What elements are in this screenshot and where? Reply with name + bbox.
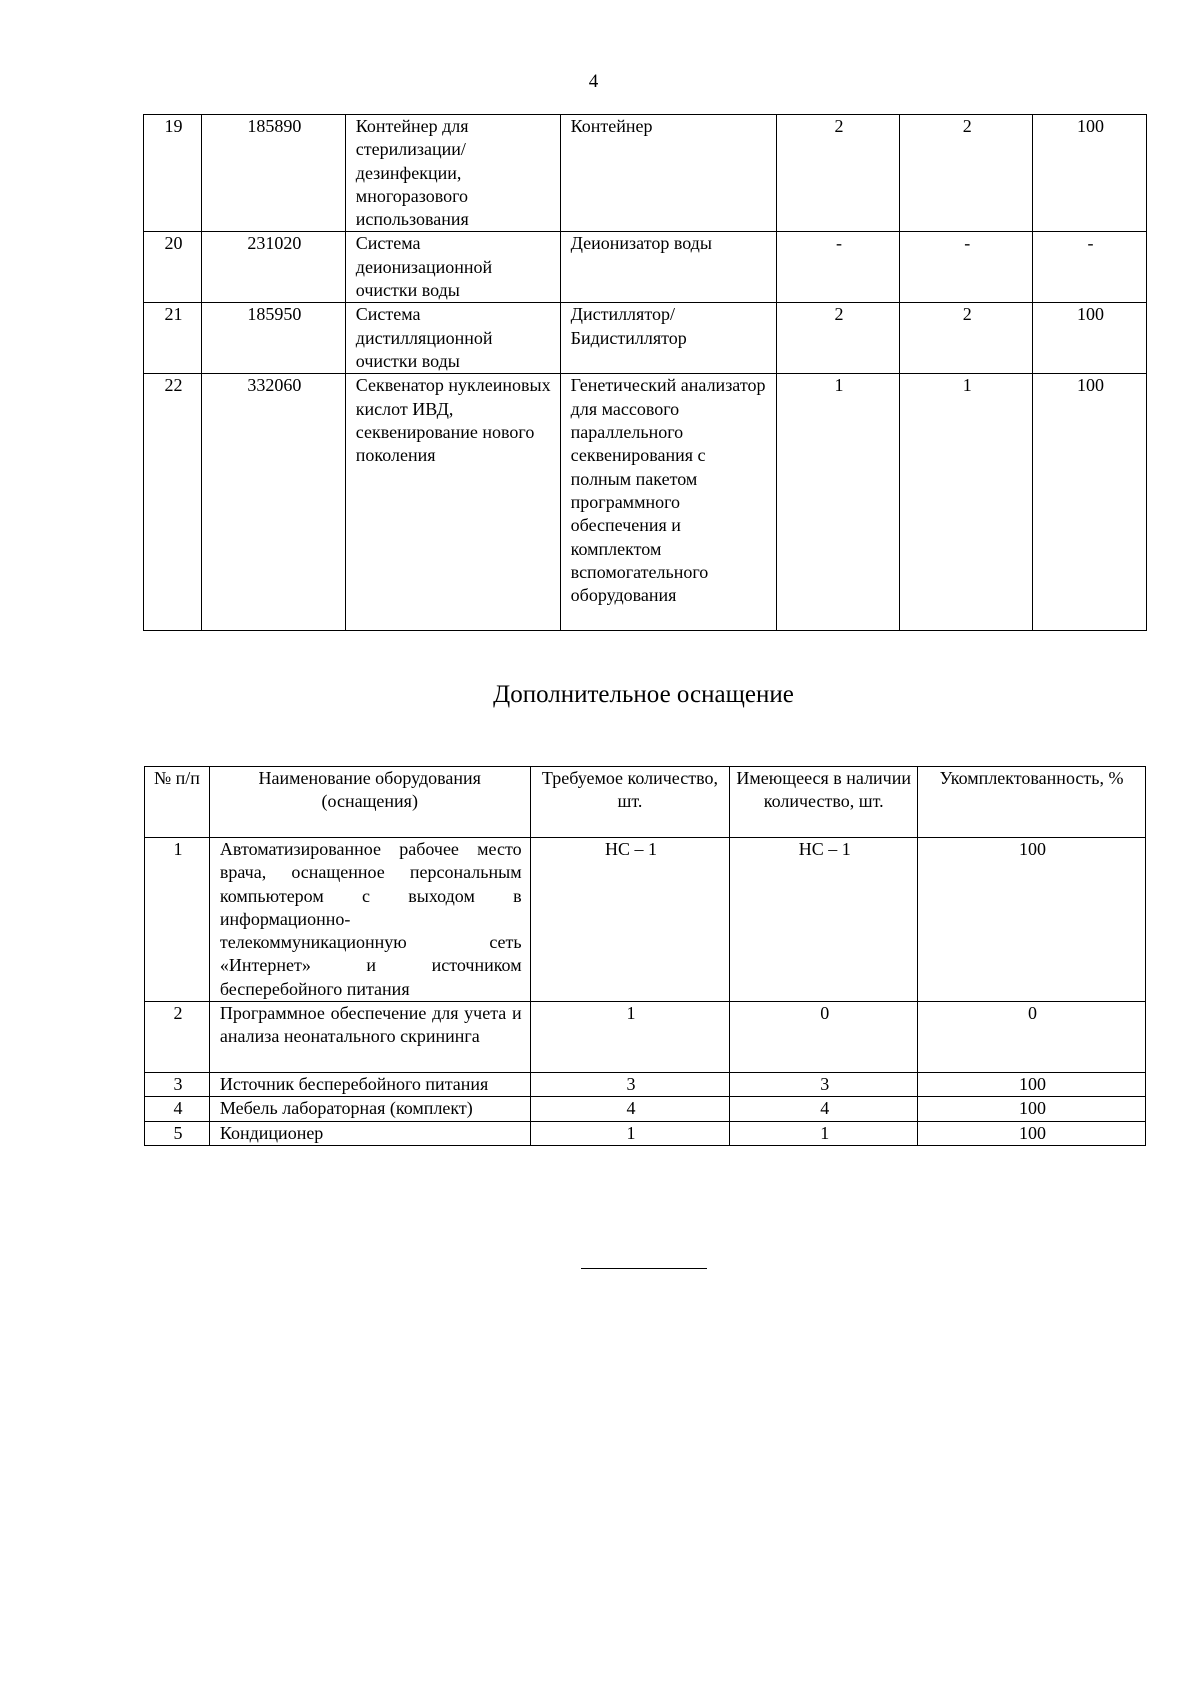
table-row <box>144 115 1147 232</box>
row-number: 22 <box>144 374 202 631</box>
available-qty: 2 <box>900 115 1033 232</box>
table-row <box>144 232 1147 303</box>
item-name: Контейнер для стерилизации/ дезинфекции, многоразового использования <box>345 115 560 232</box>
item-name: Система дистилляционной очистки воды <box>345 303 560 374</box>
table-row <box>145 1073 1146 1097</box>
equipment-name: Генетический анализатор для массового параллельного секвенирования с полным пакетом программного обеспечения и комплектом вспомогательного оборудования <box>560 374 776 631</box>
completeness-percent: 100 <box>1033 115 1147 232</box>
equipment-name: Контейнер <box>560 115 776 232</box>
equipment-name: Деионизатор воды <box>560 232 776 303</box>
table-row <box>145 1002 1146 1073</box>
completeness-percent: 100 <box>918 1097 1146 1121</box>
catalog-code: 332060 <box>201 374 345 631</box>
header-equipment-name: Наименование оборудования (оснащения) <box>209 767 530 838</box>
required-qty: 1 <box>776 374 900 631</box>
available-qty: НС – 1 <box>730 838 918 1002</box>
catalog-code: 231020 <box>201 232 345 303</box>
completeness-percent: 0 <box>918 1002 1146 1073</box>
row-number: 21 <box>144 303 202 374</box>
row-number: 19 <box>144 115 202 232</box>
completeness-percent: 100 <box>918 1073 1146 1097</box>
available-qty: 1 <box>900 374 1033 631</box>
equipment-name: Автоматизированное рабочее место врача, оснащенное персональным компьютером с выходом в информационно-телекоммуникационную сеть «Интернет» и источником бесперебойного питания <box>209 838 530 1002</box>
header-available-qty: Имеющееся в наличии количество, шт. <box>730 767 918 838</box>
required-qty: 1 <box>530 1121 730 1145</box>
completeness-percent: 100 <box>918 1121 1146 1145</box>
required-qty: НС – 1 <box>530 838 730 1002</box>
section-title: Дополнительное оснащение <box>493 681 794 708</box>
equipment-name: Мебель лабораторная (комплект) <box>209 1097 530 1121</box>
available-qty: 0 <box>730 1002 918 1073</box>
row-number: 1 <box>145 838 210 1002</box>
catalog-code: 185950 <box>201 303 345 374</box>
required-qty: 2 <box>776 115 900 232</box>
row-number: 20 <box>144 232 202 303</box>
item-name: Система деионизационной очистки воды <box>345 232 560 303</box>
available-qty: - <box>900 232 1033 303</box>
equipment-name: Дистиллятор/ Бидистиллятор <box>560 303 776 374</box>
available-qty: 1 <box>730 1121 918 1145</box>
row-number: 4 <box>145 1097 210 1121</box>
table-row <box>145 838 1146 1002</box>
catalog-code: 185890 <box>201 115 345 232</box>
row-number: 5 <box>145 1121 210 1145</box>
completeness-percent: 100 <box>1033 374 1147 631</box>
table-row <box>145 1121 1146 1145</box>
table-row <box>144 303 1147 374</box>
available-qty: 2 <box>900 303 1033 374</box>
table-row <box>145 1097 1146 1121</box>
equipment-table-continued <box>143 114 1147 631</box>
row-number: 3 <box>145 1073 210 1097</box>
row-number: 2 <box>145 1002 210 1073</box>
item-name: Секвенатор нуклеиновых кислот ИВД, секвенирование нового поколения <box>345 374 560 631</box>
header-required-qty: Требуемое количество, шт. <box>530 767 730 838</box>
completeness-percent: - <box>1033 232 1147 303</box>
equipment-name: Программное обеспечение для учета и анализа неонатального скрининга <box>209 1002 530 1073</box>
end-of-document-rule <box>581 1268 707 1269</box>
table-row <box>144 374 1147 631</box>
header-completeness: Укомплектованность, % <box>918 767 1146 838</box>
equipment-name: Источник бесперебойного питания <box>209 1073 530 1097</box>
equipment-name: Кондиционер <box>209 1121 530 1145</box>
required-qty: 3 <box>530 1073 730 1097</box>
required-qty: 1 <box>530 1002 730 1073</box>
required-qty: 2 <box>776 303 900 374</box>
header-number: № п/п <box>145 767 210 838</box>
required-qty: 4 <box>530 1097 730 1121</box>
table-header-row <box>145 767 1146 838</box>
required-qty: - <box>776 232 900 303</box>
page-number: 4 <box>588 71 599 92</box>
completeness-percent: 100 <box>918 838 1146 1002</box>
available-qty: 4 <box>730 1097 918 1121</box>
additional-equipment-table <box>144 766 1146 1146</box>
available-qty: 3 <box>730 1073 918 1097</box>
completeness-percent: 100 <box>1033 303 1147 374</box>
